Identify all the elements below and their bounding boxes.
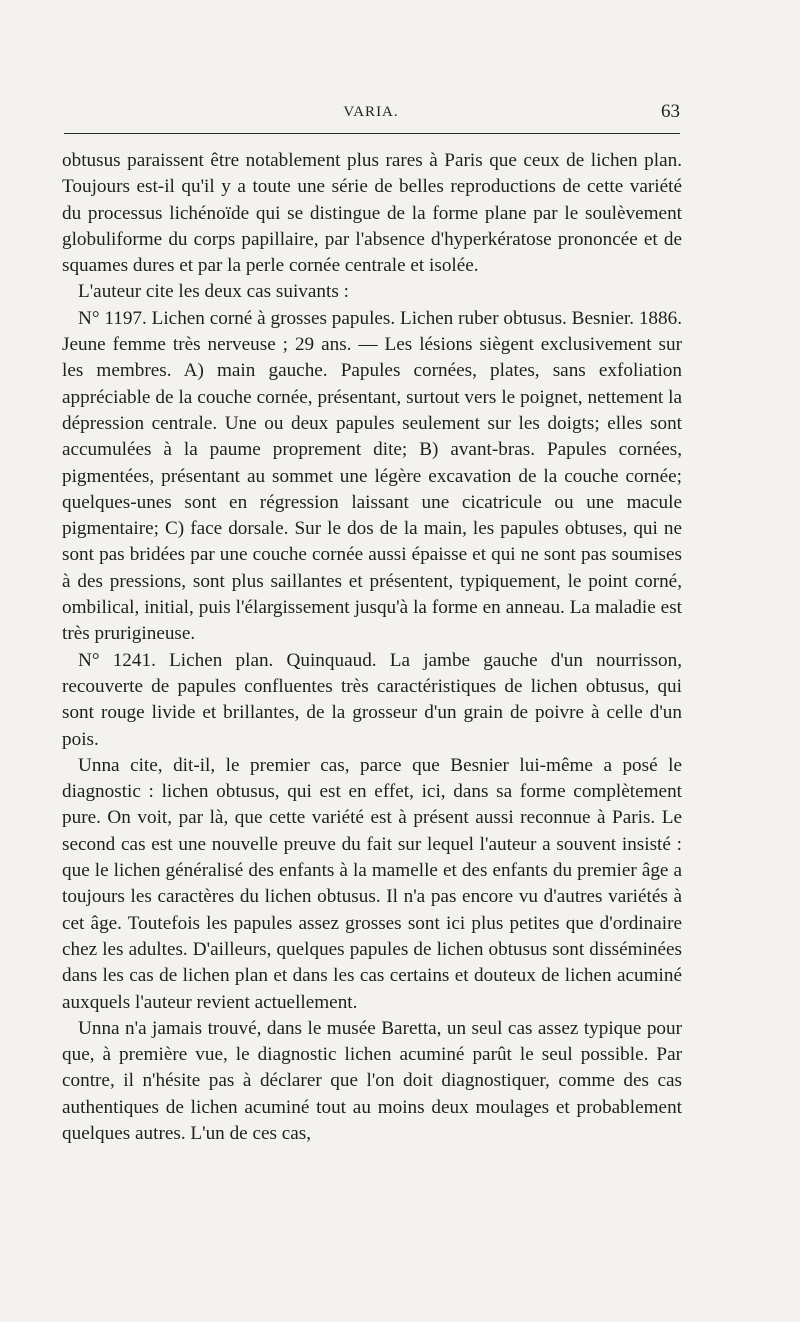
paragraph-case-1197: N° 1197. Lichen corné à grosses papules. Lichen ruber obtusus. Besnier. 1886. Jeune femme très nerveuse ; 29 ans. — Les lésions siègent exclusivement sur les membres. A) main gauche. Papules cornées, plates, sans exfoliation appréciable de la couche cornée, présentant, surtout vers le poignet, nettement la dépression centrale. Une ou deux papules seulement sur les doigts; elles sont accumulées à la paume proprement dite; B) avant-bras. Papules cornées, pigmentées, présentant au sommet une légère excavation de la couche cornée; quelques-unes sont en régression laissant une cicatricule ou une macule pigmentaire; C) face dorsale. Sur le dos de la main, les papules obtuses, qui ne sont pas bridées par une couche cornée aussi épaisse et qui ne sont pas soumises à des pressions, sont plus saillantes et présentent, typiquement, le point corné, ombilical, initial, puis l'élargissement jusqu'à la forme en anneau. La maladie est très prurigineuse. xyxy=(62,307,682,645)
paragraph-unna-second: Unna n'a jamais trouvé, dans le musée Baretta, un seul cas assez typique pour que, à première vue, le diagnostic lichen acuminé parût le seul possible. Par contre, il n'hésite pas à déclarer que l'on doit diagnostiquer, comme des cas authentiques de lichen acuminé tout au moins deux moulages et probablement quelques autres. L'un de ces cas, xyxy=(62,1017,682,1144)
paragraph-case-1241: N° 1241. Lichen plan. Quinquaud. La jambe gauche d'un nourrisson, recouverte de papules confluentes très caractéristiques de lichen obtusus, qui sont rouge livide et brillantes, de la grosseur d'un grain de poivre à celle d'un pois. xyxy=(62,649,682,750)
running-head: VARIA. xyxy=(343,104,399,120)
body-text xyxy=(62,148,682,1147)
paragraph-continuation: obtusus paraissent être notablement plus rares à Paris que ceux de lichen plan. Toujours est-il qu'il y a toute une série de belles reproductions de cette variété du processus lichénoïde qui se distingue de la forme plane par le soulèvement globuliforme du corps papillaire, par l'absence d'hyperkératose prononcée et de squames dures et par la perle cornée centrale et isolée. xyxy=(62,150,682,277)
paragraph-unna-first: Unna cite, dit-il, le premier cas, parce que Besnier lui-même a posé le diagnostic : lichen obtusus, qui est en effet, ici, dans sa forme complètement pure. On voit, par là, que cette variété est à présent aussi reconnue à Paris. Le second cas est une nouvelle preuve du fait sur lequel l'auteur a souvent insisté : que le lichen généralisé des enfants à la mamelle et des enfants du premier âge a toujours les caractères du lichen obtusus. Il n'a pas encore vu d'autres variétés à cet âge. Toutefois les papules assez grosses sont ici plus petites que d'ordinaire chez les adultes. D'ailleurs, quelques papules de lichen obtusus sont disséminées dans les cas de lichen plan et dans les cas certains et douteux de lichen acuminé auxquels l'auteur revient actuellement. xyxy=(62,754,682,1013)
paragraph-intro: L'auteur cite les deux cas suivants : xyxy=(78,281,349,303)
page-header xyxy=(62,96,680,126)
header-rule xyxy=(64,133,680,134)
page-number: 63 xyxy=(661,101,680,122)
